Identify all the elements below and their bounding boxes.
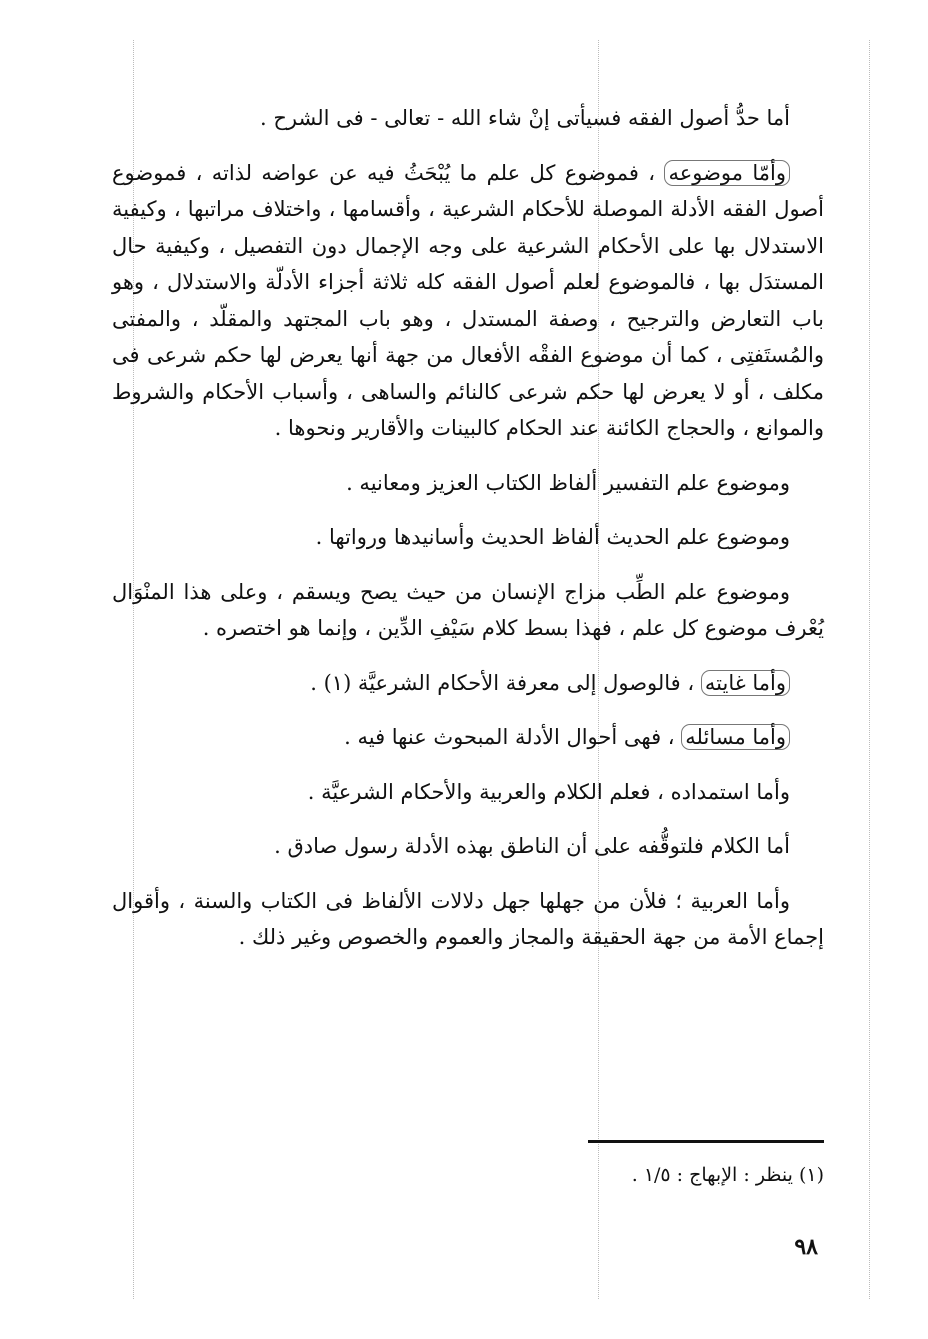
- paragraph-subject: [112, 155, 824, 447]
- paragraph-hadith: وموضوع علم الحديث ألفاظ الحديث وأسانيدها ورواتها .: [315, 525, 790, 549]
- boxed-heading-subject: وأمّا موضوعه: [664, 160, 790, 186]
- paragraph-medicine: وموضوع علم الطِّب مزاج الإنسان من حيث يصح ويسقم ، وعلى هذا المنْوَال يُعْرف موضوع كل علم ، فهذا بسط كلام سَيْفِ الدِّين ، وإنما هو اختصره .: [112, 579, 824, 640]
- paragraph-definition: أما حدُّ أصول الفقه فسيأتى إنْ شاء الله - تعالى - فى الشرح .: [260, 106, 790, 130]
- body-text: [112, 100, 824, 956]
- paragraph-arabic: وأما العربية ؛ فلأن من جهلها جهل دلالات الألفاظ فى الكتاب والسنة ، وأقوال إجماع الأمة من جهة الحقيقة والمجاز والعموم والخصوص وغير ذلك .: [112, 888, 824, 949]
- paragraph-sources: وأما استمداده ، فعلم الكلام والعربية والأحكام الشرعيَّة .: [307, 779, 790, 804]
- boxed-heading-issues: وأما مسائله: [681, 724, 790, 750]
- page-number: ٩٨: [794, 1234, 818, 1260]
- boxed-heading-goal: وأما غايته: [701, 670, 790, 696]
- scan-guide-line: [869, 40, 871, 1299]
- paragraph-subject-text: ، فموضوع كل علم ما يُبْحَثُ فيه عن عواضه لذاته ، فموضوع أصول الفقه الأدلة الموصلة للأحكام الشرعية ، وأقسامها ، واختلاف مراتبها ، وكيفية الاستدلال بها على الأحكام الشرعية على وجه الإجمال دون التفصيل ، وكيفية حال المستدَل بها ، فالموضوع لعلم أصول الفقه كله ثلاثة أجزاء الأدلّة والاستدلال ، وهو باب التعارض والترجيح ، وصفة المستدل ، وهو باب المجتهد والمقلّد ، والمفتى والمُستَفتِى ، كما أن موضوع الفقْه الأفعال من جهة أنها يعرض لها حكم شرعى فى مكلف ، أو لا يعرض لها حكم شرعى كالنائم والساهى ، وأسباب الأحكام والشروط والموانع ، والحجاج الكائنة عند الحكام كالبينات والأقارير ونحوها .: [112, 160, 824, 440]
- paragraph-goal-text: ، فالوصول إلى معرفة الأحكام الشرعيَّة (١) .: [310, 670, 695, 695]
- paragraph-tafsir: وموضوع علم التفسير ألفاظ الكتاب العزيز ومعانيه .: [346, 470, 790, 495]
- paragraph-kalam: أما الكلام فلتوقُّفه على أن الناطق بهذه الأدلة رسول صادق .: [274, 834, 790, 858]
- paragraph-issues-text: ، فهى أحوال الأدلة المبحوث عنها فيه .: [344, 725, 675, 749]
- footnote-separator: [588, 1140, 824, 1143]
- footnote: (١) ينظر : الإبهاج : ١/٥ .: [631, 1164, 824, 1186]
- paragraph-issues: [112, 719, 824, 756]
- paragraph-goal: [112, 665, 824, 702]
